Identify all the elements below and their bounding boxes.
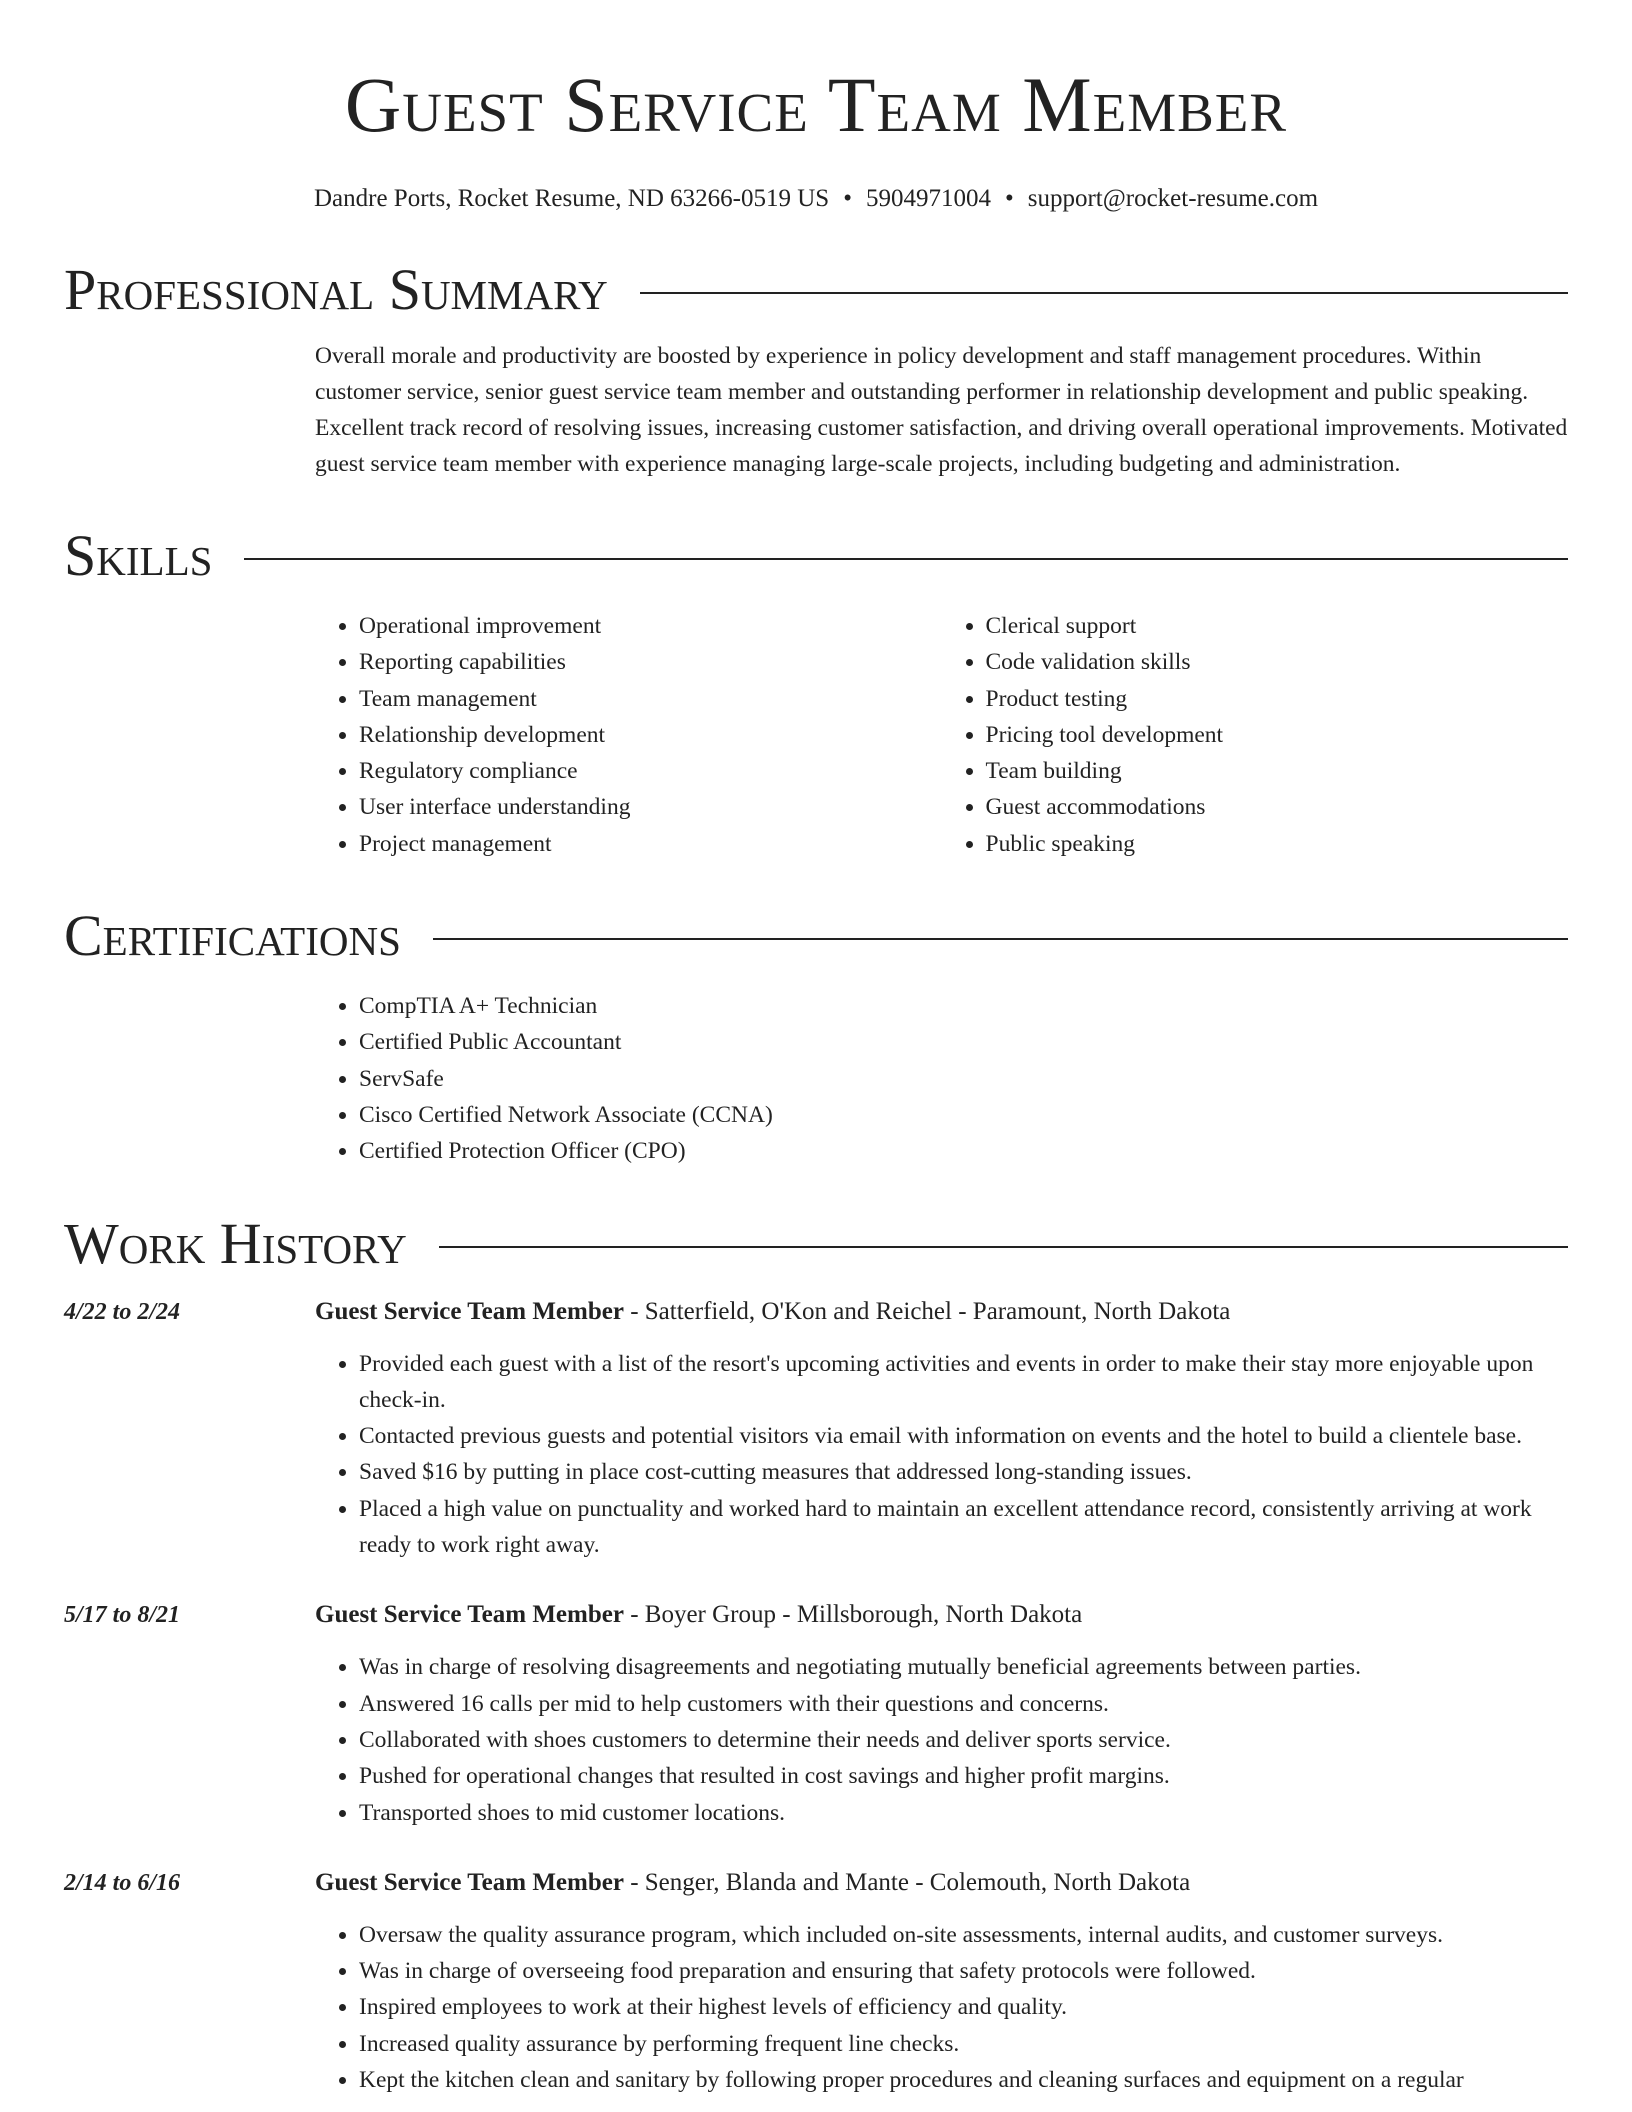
section-divider bbox=[640, 292, 1568, 294]
job-bullet: • Provided each guest with a list of the resort's upcoming activities and events in order to make their stay more enjoyable upon check-in. bbox=[359, 1346, 1568, 1419]
skill-item: • Product testing bbox=[986, 681, 1569, 717]
job-bullet: • Answered 16 calls per mid to help customers with their questions and concerns. bbox=[359, 1686, 1568, 1722]
skills-list-right bbox=[942, 608, 1569, 862]
skill-item: • Regulatory compliance bbox=[359, 753, 942, 789]
job-bullet: • Pushed for operational changes that resulted in cost savings and higher profit margins. bbox=[359, 1758, 1568, 1794]
job-bullet: • Collaborated with shoes customers to determine their needs and deliver sports service. bbox=[359, 1722, 1568, 1758]
skill-item: • Pricing tool development bbox=[986, 717, 1569, 753]
job-company-location: - Senger, Blanda and Mante - Colemouth, North Dakota bbox=[623, 1868, 1191, 1896]
certification-item: • Certified Public Accountant bbox=[359, 1024, 1568, 1060]
job-entry bbox=[64, 1294, 1568, 1564]
certifications-section-header bbox=[64, 903, 1568, 969]
section-divider bbox=[439, 1246, 1568, 1248]
certification-item: • CompTIA A+ Technician bbox=[359, 988, 1568, 1024]
job-bullets bbox=[315, 1649, 1568, 1830]
contact-separator: • bbox=[843, 185, 852, 212]
section-divider bbox=[433, 938, 1568, 940]
job-bullet: • Was in charge of resolving disagreements and negotiating mutually beneficial agreements between parties. bbox=[359, 1649, 1568, 1685]
job-bullet: • Contacted previous guests and potential visitors via email with information on events and the hotel to build a clientele base. bbox=[359, 1418, 1568, 1454]
summary-text: Overall morale and productivity are boosted by experience in policy development and staff management procedures. Within customer service, senior guest service team member and outstanding performer in relationship development and public speaking. Excellent track record of resolving issues, increasing customer satisfaction, and driving overall operational improvements. Motivated guest service team member with experience managing large-scale projects, including budgeting and administration. bbox=[315, 343, 1568, 477]
job-title-line bbox=[315, 1597, 1568, 1633]
skill-item: • Project management bbox=[359, 826, 942, 862]
skill-item: • Clerical support bbox=[986, 608, 1569, 644]
job-detail bbox=[315, 1865, 1568, 2098]
job-title-line bbox=[315, 1865, 1568, 1901]
contact-separator: • bbox=[1004, 185, 1014, 212]
summary-section-header bbox=[64, 257, 1568, 322]
certifications-block bbox=[315, 988, 1568, 1169]
job-detail bbox=[315, 1597, 1568, 1830]
contact-line bbox=[64, 182, 1568, 216]
skill-item: • Relationship development bbox=[359, 717, 942, 753]
job-dates: 2/14 to 6/16 bbox=[64, 1869, 181, 1896]
skill-item: • Team building bbox=[986, 753, 1569, 789]
job-title: Guest Service Team Member bbox=[315, 1868, 624, 1896]
job-dates: 5/17 to 8/21 bbox=[64, 1602, 181, 1629]
job-detail bbox=[315, 1294, 1568, 1564]
skills-heading: Skills bbox=[64, 523, 213, 588]
skills-columns bbox=[315, 608, 1568, 862]
work-history-section-header bbox=[64, 1210, 1568, 1276]
job-bullet: • Inspired employees to work at their highest levels of efficiency and quality. bbox=[359, 1989, 1568, 2025]
skills-section-header bbox=[64, 523, 1568, 588]
skill-item: • Code validation skills bbox=[986, 644, 1569, 680]
job-bullets bbox=[315, 1917, 1568, 2098]
skill-item: • User interface understanding bbox=[359, 789, 942, 825]
job-bullet: • Saved $16 by putting in place cost-cutting measures that addressed long-standing issues. bbox=[359, 1454, 1568, 1490]
job-bullet: • Increased quality assurance by performing frequent line checks. bbox=[359, 2026, 1568, 2062]
job-title-line bbox=[315, 1294, 1568, 1330]
job-bullets bbox=[315, 1346, 1568, 1564]
skill-item: • Operational improvement bbox=[359, 608, 942, 644]
contact-email: support@rocket-resume.com bbox=[1027, 185, 1319, 212]
contact-phone: 5904971004 bbox=[865, 185, 991, 212]
job-bullet: • Transported shoes to mid customer locations. bbox=[359, 1795, 1568, 1831]
certifications-list bbox=[315, 988, 1568, 1169]
work-history-heading: Work History bbox=[64, 1210, 407, 1276]
job-title: Guest Service Team Member bbox=[315, 1297, 624, 1325]
job-bullet: • Placed a high value on punctuality and worked hard to maintain an excellent attendance record, consistently arriving at work ready to work right away. bbox=[359, 1491, 1568, 1564]
contact-address: Dandre Ports, Rocket Resume, ND 63266-0519 US bbox=[313, 185, 830, 212]
skills-list-left bbox=[315, 608, 942, 862]
job-bullet: • Was in charge of overseeing food preparation and ensuring that safety protocols were followed. bbox=[359, 1953, 1568, 1989]
summary-heading: Professional Summary bbox=[64, 257, 608, 322]
skill-item: • Guest accommodations bbox=[986, 789, 1569, 825]
skill-item: • Team management bbox=[359, 681, 942, 717]
skill-item: • Public speaking bbox=[986, 826, 1569, 862]
certification-item: • ServSafe bbox=[359, 1061, 1568, 1097]
job-company-location: - Satterfield, O'Kon and Reichel - Paramount, North Dakota bbox=[623, 1297, 1231, 1325]
skill-item: • Reporting capabilities bbox=[359, 644, 942, 680]
job-entry bbox=[64, 1597, 1568, 1830]
certification-item: • Cisco Certified Network Associate (CCNA) bbox=[359, 1097, 1568, 1133]
job-bullet: • Oversaw the quality assurance program, which included on-site assessments, internal audits, and customer surveys. bbox=[359, 1917, 1568, 1953]
job-title: Guest Service Team Member bbox=[315, 1601, 624, 1629]
certifications-heading: Certifications bbox=[64, 903, 401, 969]
certification-item: • Certified Protection Officer (CPO) bbox=[359, 1133, 1568, 1169]
resume-name: Guest Service Team Member bbox=[344, 61, 1288, 148]
job-company-location: - Boyer Group - Millsborough, North Dakota bbox=[623, 1601, 1083, 1629]
section-divider bbox=[244, 558, 1568, 560]
job-bullet: • Kept the kitchen clean and sanitary by following proper procedures and cleaning surfaces and equipment on a regular bbox=[359, 2062, 1568, 2098]
job-dates: 4/22 to 2/24 bbox=[64, 1298, 181, 1325]
job-entry bbox=[64, 1865, 1568, 2098]
